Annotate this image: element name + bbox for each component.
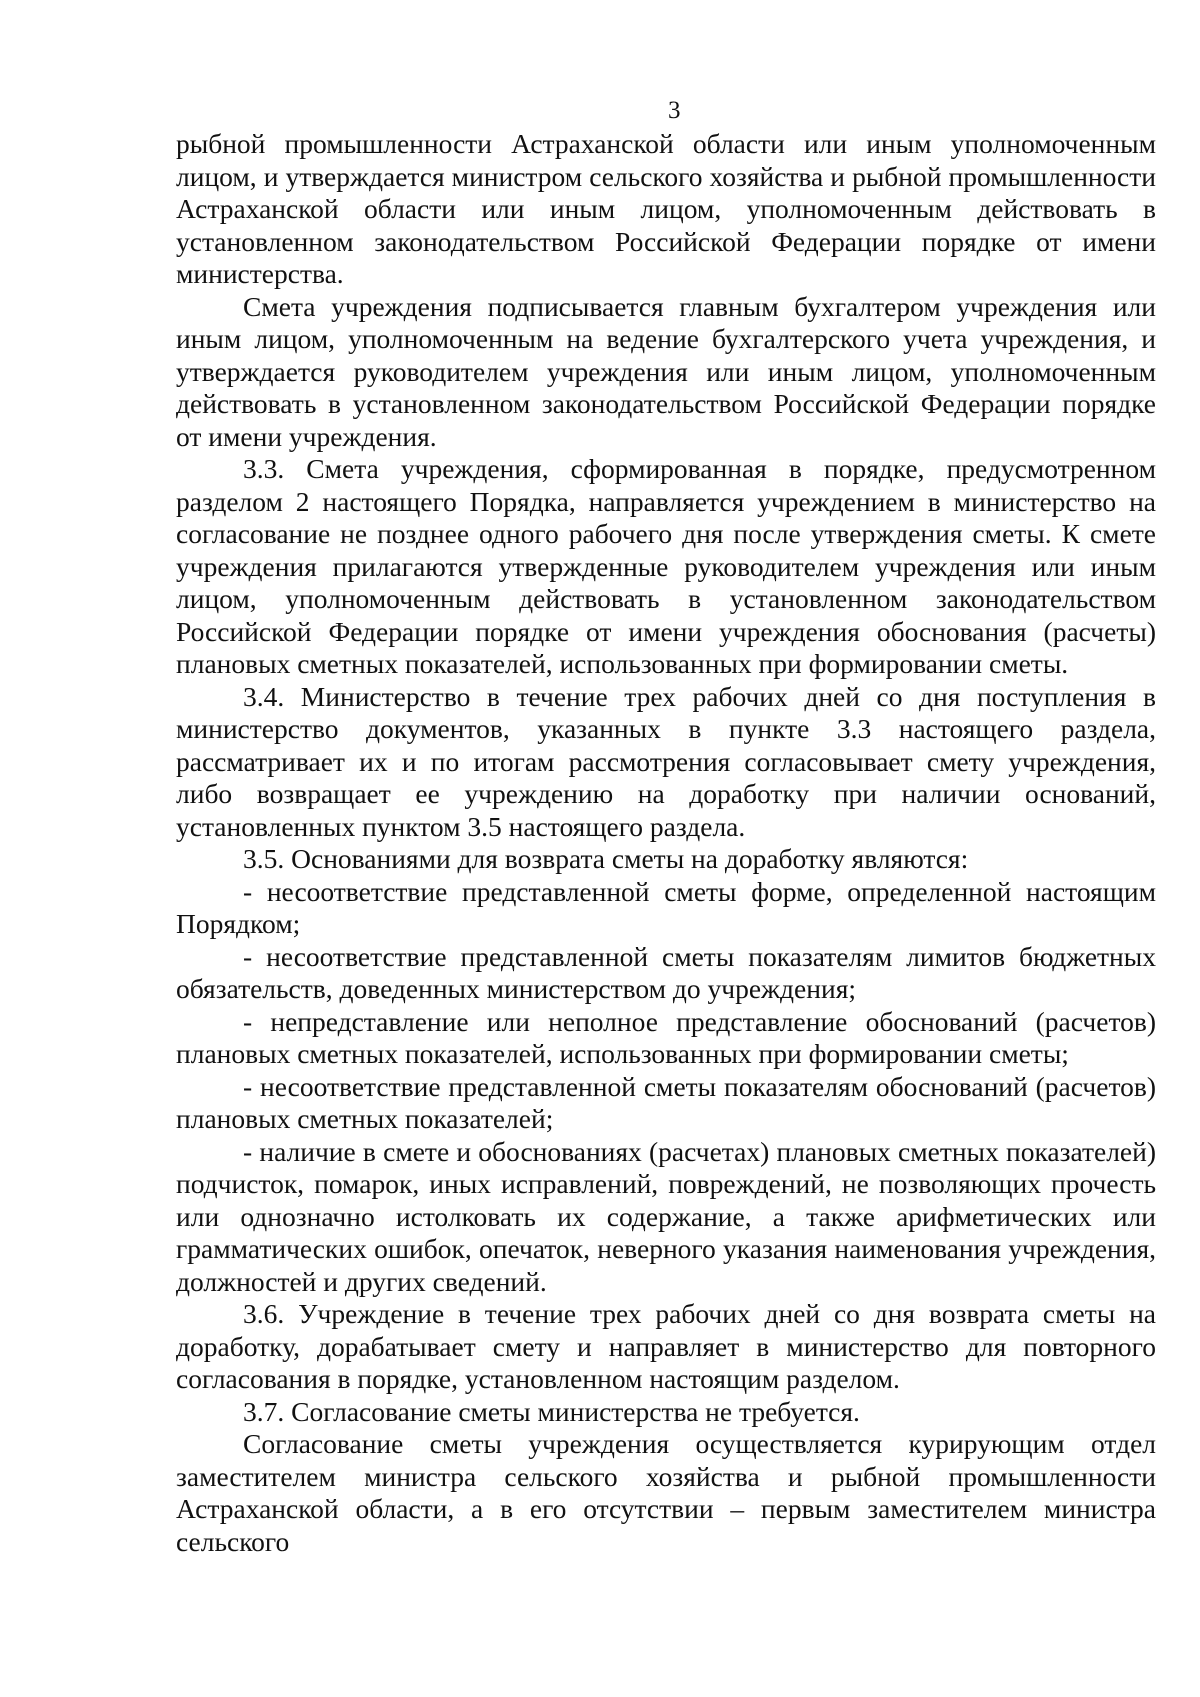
list-item-justification-mismatch: - несоответствие представленной сметы показателям обоснований (расчетов) плановых сметных показателей; — [176, 1070, 1156, 1134]
paragraph-3-6: 3.6. Учреждение в течение трех рабочих дней со дня возврата сметы на доработку, дорабатывает смету и направляет в министерство для повторного согласования в порядке, установленном настоящим разделом. — [176, 1298, 1156, 1394]
list-item-limits-mismatch: - несоответствие представленной сметы показателям лимитов бюджетных обязательств, доведенных министерством до учреждения; — [176, 940, 1156, 1004]
paragraph-3-3: 3.3. Смета учреждения, сформированная в порядке, предусмотренном разделом 2 настоящего Порядка, направляется учреждением в министерство на согласование не позднее одного рабочего дня после утверждения сметы. К смете учреждения прилагаются утвержденные руководителем учреждения или иным лицом, уполномоченным действовать в установленном законодательством Российской Федерации порядке от имени учреждения обоснования (расчеты) плановых сметных показателей, использованных при формировании сметы. — [176, 453, 1156, 679]
paragraph-estimate-signing: Смета учреждения подписывается главным бухгалтером учреждения или иным лицом, уполномоченным на ведение бухгалтерского учета учреждения, и утверждается руководителем учреждения или иным лицом, уполномоченным действовать в установленном законодательством Российской Федерации порядке от имени учреждения. — [176, 290, 1156, 452]
list-item-form-mismatch: - несоответствие представленной сметы форме, определенной настоящим Порядком; — [176, 875, 1156, 939]
paragraph-3-5: 3.5. Основаниями для возврата сметы на доработку являются: — [243, 843, 969, 874]
paragraph-approval: Согласование сметы учреждения осуществляется курирующим отдел заместителем министра сельского хозяйства и рыбной промышленности Астраханской области, а в его отсутствии – первым заместителем министра сельского — [176, 1428, 1156, 1557]
paragraph-continuation: рыбной промышленности Астраханской области или иным уполномоченным лицом, и утверждается министром сельского хозяйства и рыбной промышленности Астраханской области или иным лицом, уполномоченным действовать в установленном законодательством Российской Федерации порядке от имени министерства. — [176, 128, 1156, 289]
paragraph-3-4: 3.4. Министерство в течение трех рабочих дней со дня поступления в министерство документов, указанных в пункте 3.3 настоящего раздела, рассматривает их и по итогам рассмотрения согласовывает смету учреждения, либо возвращает ее учреждению на доработку при наличии оснований, установленных пунктом 3.5 настоящего раздела. — [176, 680, 1156, 842]
document-body — [176, 128, 1156, 1558]
list-item-missing-justifications: - непредставление или неполное представление обоснований (расчетов) плановых сметных показателей, использованных при формировании сметы; — [176, 1005, 1156, 1069]
page-number: 3 — [668, 97, 681, 124]
paragraph-3-7: 3.7. Согласование сметы министерства не требуется. — [243, 1395, 860, 1427]
list-item-corrections-errors: - наличие в смете и обоснованиях (расчетах) плановых сметных показателей) подчисток, помарок, иных исправлений, повреждений, не позволяющих прочесть или однозначно истолковать их содержание, а также арифметических или грамматических ошибок, опечаток, неверного указания наименования учреждения, должностей и других сведений. — [176, 1135, 1156, 1297]
